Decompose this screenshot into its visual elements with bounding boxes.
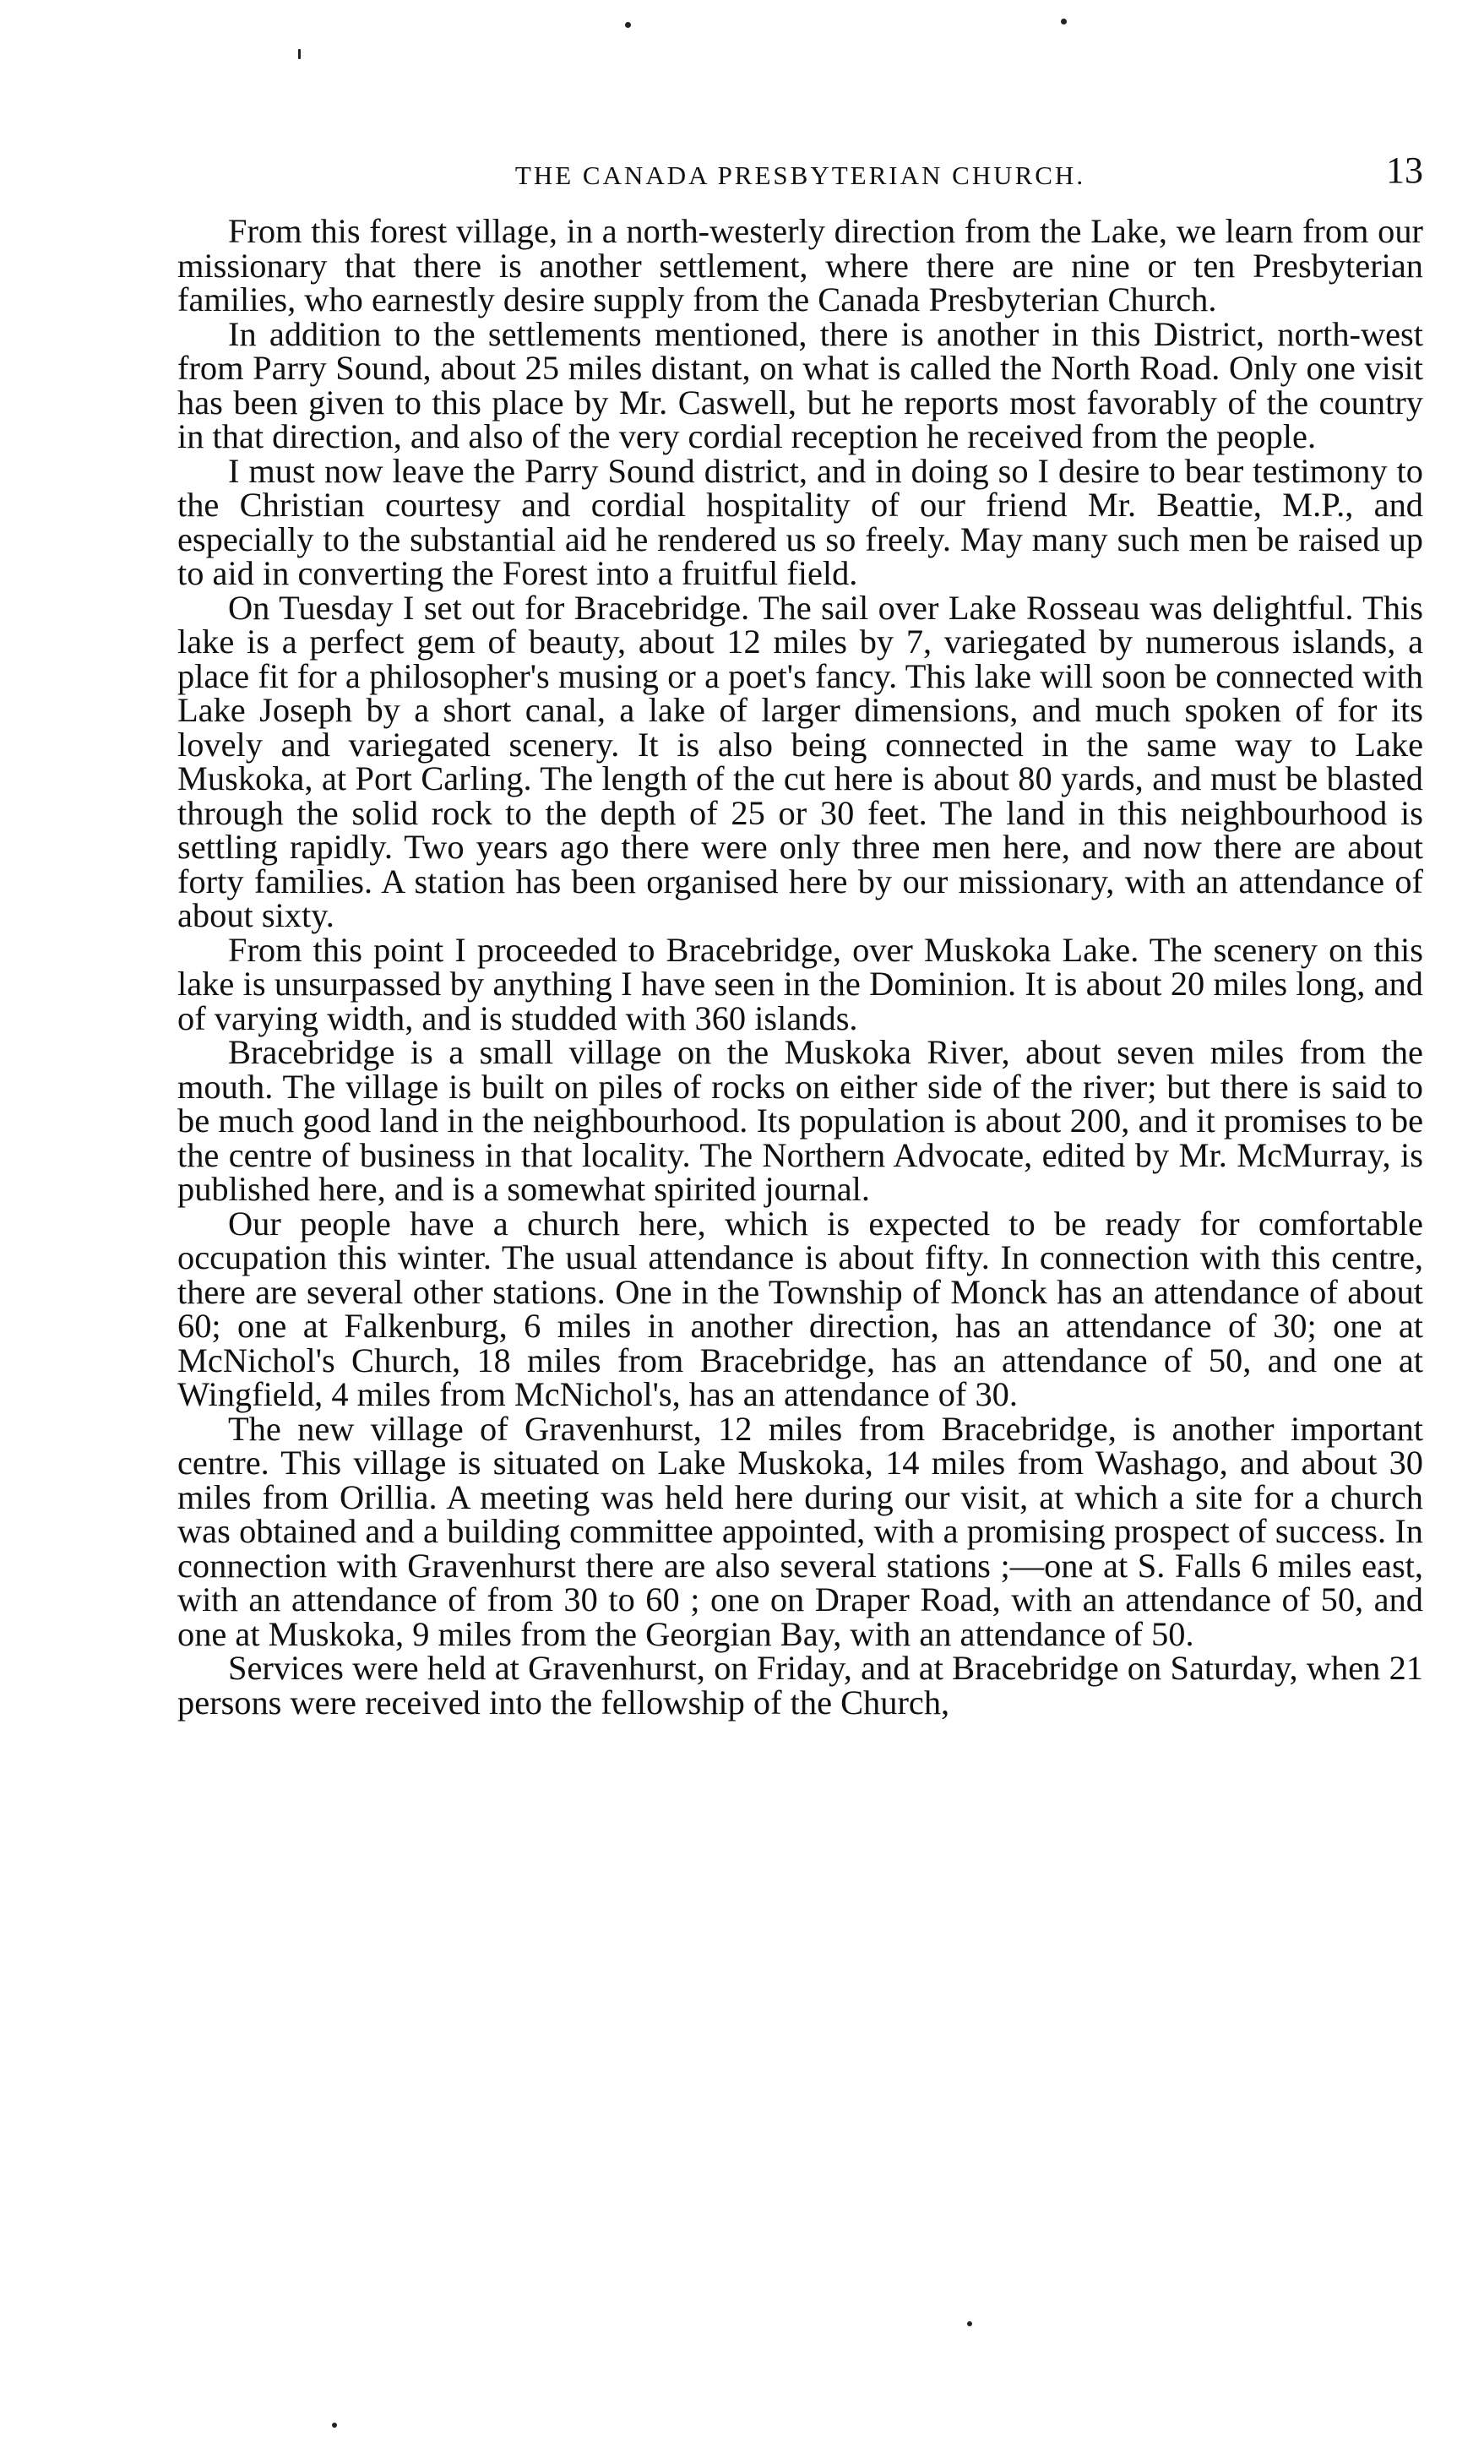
paragraph: In addition to the settlements mentioned, there is another in this District, north-west from Parry Sound, about 25 miles distant, on what is called the North Road. Only one visit has been given to this place by Mr. Caswell, but he reports most favorably of the country in that direction, and also of the very cordial reception he received from the people. (177, 314, 1423, 455)
body-text (177, 212, 1423, 1722)
scan-speck (967, 2321, 972, 2326)
paragraph: From this forest village, in a north-westerly direction from the Lake, we learn from our missionary that there is another settlement, where there are nine or ten Presbyterian families, who earnestly desire supply from the Canada Presbyterian Church. (177, 212, 1423, 318)
paragraph: Our people have a church here, which is expected to be ready for comfortable occupation this winter. The usual attendance is about fifty. In connection with this centre, there are several other stations. One in the Township of Monck has an attendance of about 60; one at Falkenburg, 6 miles in another direction, has an attendance of 30; one at McNichol's Church, 18 miles from Bracebridge, has an attendance of 50, and one at Wingfield, 4 miles from McNichol's, has an attendance of 30. (177, 1204, 1423, 1413)
running-head (177, 144, 1423, 203)
scan-speck (298, 49, 301, 59)
paragraph: On Tuesday I set out for Bracebridge. The sail over Lake Rosseau was delightful. This lake is a perfect gem of beauty, about 12 miles by 7, variegated by numerous islands, a place fit for a philosopher's musing or a poet's fancy. This lake will soon be connected with Lake Joseph by a short canal, a lake of larger dimensions, and much spoken of for its lovely and variegated scenery. It is also being connected in the same way to Lake Muskoka, at Port Carling. The length of the cut here is about 80 yards, and must be blasted through the solid rock to the depth of 25 or 30 feet. The land in this neighbourhood is settling rapidly. Two years ago there were only three men here, and now there are about forty families. A station has been organised here by our missionary, with an attendance of about sixty. (177, 588, 1423, 934)
paragraph: Bracebridge is a small village on the Muskoka River, about seven miles from the mouth. The village is built on piles of rocks on either side of the river; but there is said to be much good land in the neighbourhood. Its population is about 200, and it promises to be the centre of business in that locality. The Northern Advocate, edited by Mr. McMurray, is published here, and is a somewhat spirited journal. (177, 1033, 1423, 1208)
paragraph: Services were held at Gravenhurst, on Friday, and at Bracebridge on Saturday, when 21 persons were received into the fellowship of the Church, (177, 1649, 1423, 1722)
scan-speck (625, 22, 631, 28)
document-page (177, 144, 1423, 1720)
page-number: 13 (1386, 150, 1423, 191)
paragraph: I must now leave the Parry Sound district, and in doing so I desire to bear testimony to the Christian courtesy and cordial hospitality of our friend Mr. Beattie, M.P., and especially to the substantial aid he rendered us so freely. May many such men be raised up to aid in converting the Forest into a fruitful field. (177, 451, 1423, 592)
paragraph: The new village of Gravenhurst, 12 miles from Bracebridge, is another important centre. This village is situated on Lake Muskoka, 14 miles from Washago, and about 30 miles from Orillia. A meeting was held here during our visit, at which a site for a church was obtained and a building committee appointed, with a promising prospect of success. In connection with Gravenhurst there are also several stations ;—one at S. Falls 6 miles east, with an attendance of from 30 to 60 ; one on Draper Road, with an attendance of 50, and one at Muskoka, 9 miles from the Georgian Bay, with an attendance of 50. (177, 1409, 1423, 1653)
scan-speck (332, 2423, 337, 2428)
scan-speck (1061, 19, 1067, 24)
running-title: THE CANADA PRESBYTERIAN CHURCH. (514, 160, 1086, 190)
paragraph: From this point I proceeded to Bracebridge, over Muskoka Lake. The scenery on this lake is unsurpassed by anything I have seen in the Dominion. It is about 20 miles long, and of varying width, and is studded with 360 islands. (177, 930, 1423, 1037)
